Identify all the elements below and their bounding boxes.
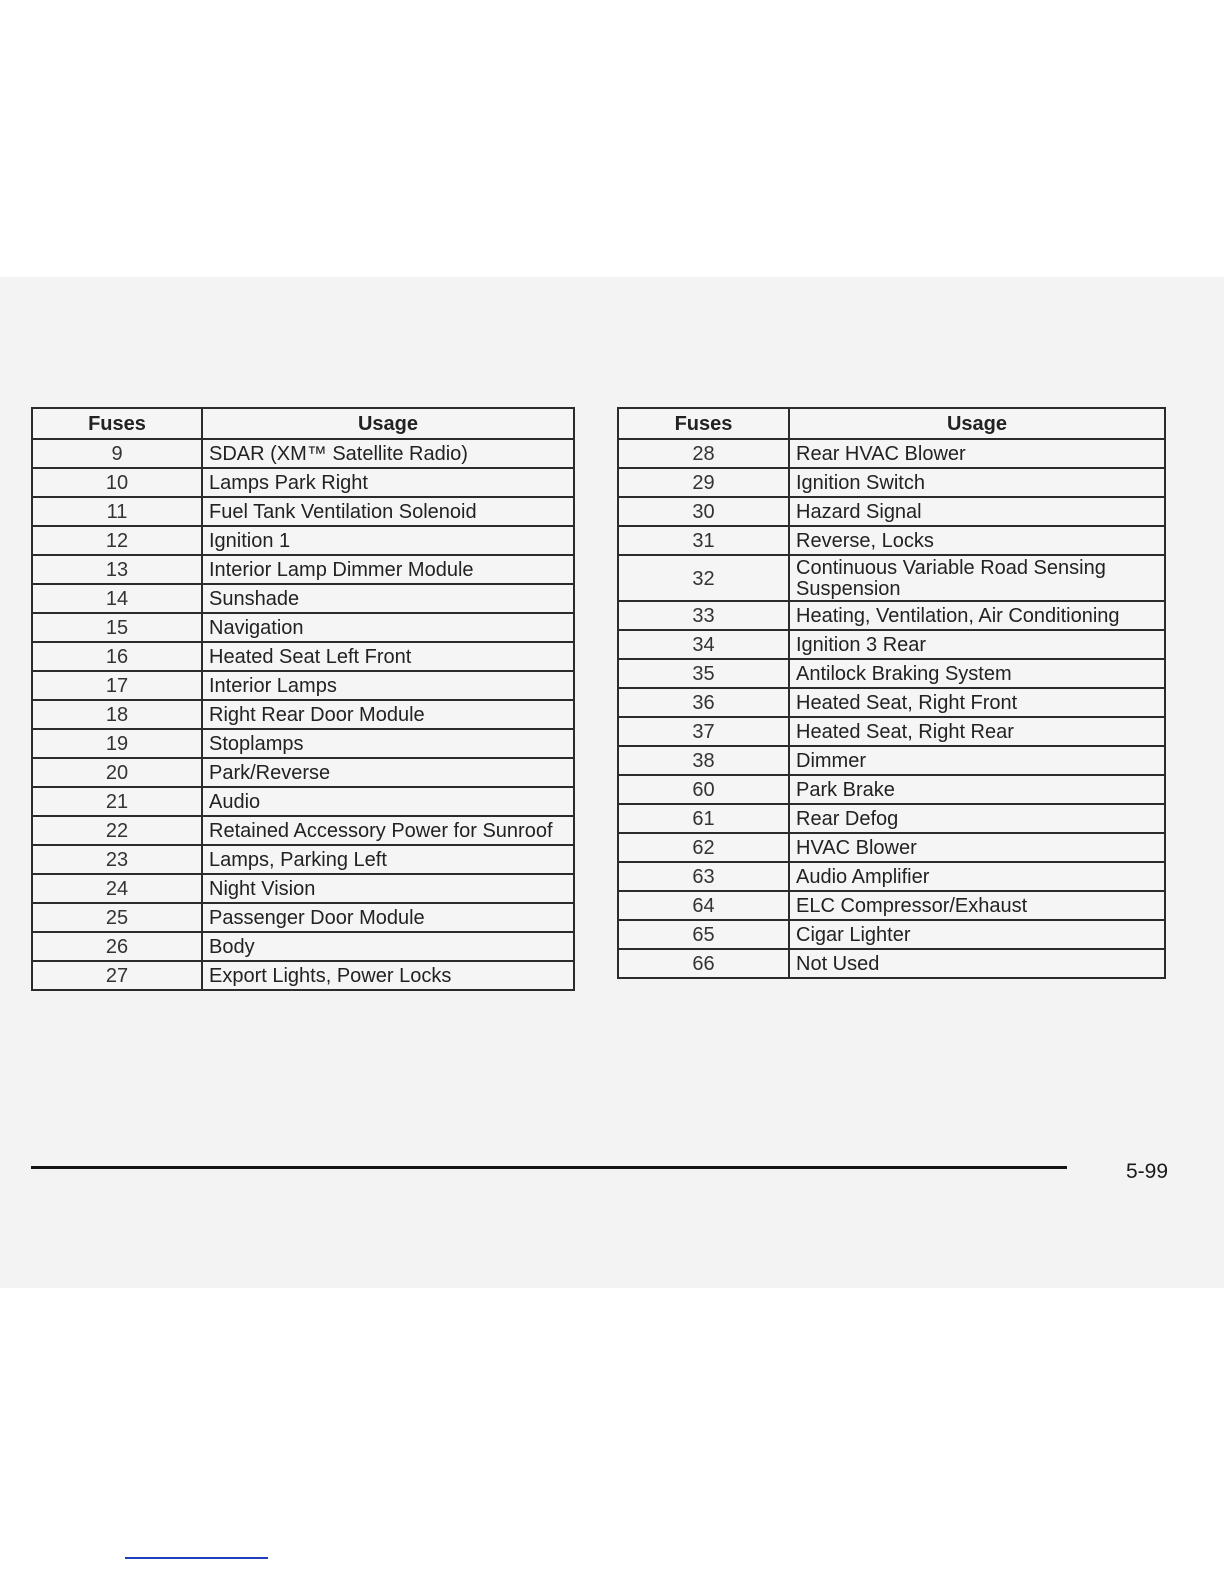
fuse-usage: Park/Reverse (202, 758, 574, 787)
fuse-number: 60 (618, 775, 789, 804)
table-row (32, 874, 574, 903)
table-row (32, 555, 574, 584)
table-row (32, 584, 574, 613)
table-row (618, 920, 1165, 949)
table-row (32, 961, 574, 990)
table-row (618, 659, 1165, 688)
fuse-table-right (617, 407, 1166, 979)
fuse-number: 20 (32, 758, 202, 787)
header-fuses: Fuses (32, 408, 202, 439)
fuse-usage: Stoplamps (202, 729, 574, 758)
table-row (618, 555, 1165, 601)
fuse-usage: Audio Amplifier (789, 862, 1165, 891)
footer-rule (31, 1166, 1067, 1169)
fuse-number: 13 (32, 555, 202, 584)
table-row (618, 833, 1165, 862)
fuse-number: 31 (618, 526, 789, 555)
fuse-usage: Heated Seat Left Front (202, 642, 574, 671)
table-row (618, 526, 1165, 555)
fuse-number: 38 (618, 746, 789, 775)
fuse-usage: Night Vision (202, 874, 574, 903)
fuse-usage: Heating, Ventilation, Air Conditioning (789, 601, 1165, 630)
fuse-number: 32 (618, 555, 789, 601)
fuse-number: 34 (618, 630, 789, 659)
fuse-usage: Passenger Door Module (202, 903, 574, 932)
table-row (32, 932, 574, 961)
header-usage: Usage (789, 408, 1165, 439)
table-row (618, 497, 1165, 526)
fuse-usage: Ignition 1 (202, 526, 574, 555)
fuse-usage: Lamps Park Right (202, 468, 574, 497)
table-row (618, 949, 1165, 978)
fuse-number: 28 (618, 439, 789, 468)
table-row (618, 688, 1165, 717)
fuse-usage: Park Brake (789, 775, 1165, 804)
fuse-number: 64 (618, 891, 789, 920)
fuse-usage: Right Rear Door Module (202, 700, 574, 729)
table-row (32, 468, 574, 497)
fuse-usage: Audio (202, 787, 574, 816)
fuse-number: 10 (32, 468, 202, 497)
fuse-table-left (31, 407, 575, 991)
table-row (618, 717, 1165, 746)
header-fuses: Fuses (618, 408, 789, 439)
table-row (32, 787, 574, 816)
table-row (618, 891, 1165, 920)
fuse-number: 27 (32, 961, 202, 990)
table-header-row (32, 408, 574, 439)
fuse-usage: Cigar Lighter (789, 920, 1165, 949)
table-row (618, 746, 1165, 775)
table-row (32, 729, 574, 758)
fuse-number: 62 (618, 833, 789, 862)
fuse-number: 21 (32, 787, 202, 816)
fuse-number: 12 (32, 526, 202, 555)
fuse-number: 65 (618, 920, 789, 949)
page-number: 5-99 (1125, 1160, 1168, 1183)
fuse-number: 9 (32, 439, 202, 468)
fuse-number: 18 (32, 700, 202, 729)
fuse-usage: Not Used (789, 949, 1165, 978)
fuse-usage: Retained Accessory Power for Sunroof (202, 816, 574, 845)
fuse-usage: Lamps, Parking Left (202, 845, 574, 874)
table-row (32, 497, 574, 526)
table-row (32, 816, 574, 845)
table-row (32, 526, 574, 555)
fuse-usage: Navigation (202, 613, 574, 642)
fuse-usage: ELC Compressor/Exhaust (789, 891, 1165, 920)
fuse-number: 63 (618, 862, 789, 891)
fuse-usage: Body (202, 932, 574, 961)
fuse-number: 33 (618, 601, 789, 630)
table-row (618, 775, 1165, 804)
fuse-number: 24 (32, 874, 202, 903)
fuse-number: 36 (618, 688, 789, 717)
fuse-number: 61 (618, 804, 789, 833)
fuse-number: 15 (32, 613, 202, 642)
header-usage: Usage (202, 408, 574, 439)
table-row (618, 862, 1165, 891)
table-header-row (618, 408, 1165, 439)
fuse-usage: Ignition 3 Rear (789, 630, 1165, 659)
fuse-usage: Interior Lamps (202, 671, 574, 700)
table-row (32, 700, 574, 729)
fuse-usage: Fuel Tank Ventilation Solenoid (202, 497, 574, 526)
table-row (618, 630, 1165, 659)
fuse-number: 22 (32, 816, 202, 845)
fuse-number: 30 (618, 497, 789, 526)
fuse-number: 14 (32, 584, 202, 613)
table-row (32, 845, 574, 874)
fuse-usage: Interior Lamp Dimmer Module (202, 555, 574, 584)
fuse-number: 16 (32, 642, 202, 671)
fuse-usage: Heated Seat, Right Rear (789, 717, 1165, 746)
table-row (618, 601, 1165, 630)
table-row (32, 671, 574, 700)
table-row (618, 468, 1165, 497)
fuse-usage: Heated Seat, Right Front (789, 688, 1165, 717)
fuse-usage: Export Lights, Power Locks (202, 961, 574, 990)
fuse-number: 25 (32, 903, 202, 932)
fuse-number: 17 (32, 671, 202, 700)
fuse-usage: Hazard Signal (789, 497, 1165, 526)
fuse-number: 11 (32, 497, 202, 526)
fuse-usage: HVAC Blower (789, 833, 1165, 862)
fuse-usage: Rear HVAC Blower (789, 439, 1165, 468)
fuse-usage: Antilock Braking System (789, 659, 1165, 688)
fuse-usage: Dimmer (789, 746, 1165, 775)
fuse-number: 19 (32, 729, 202, 758)
fuse-number: 35 (618, 659, 789, 688)
table-row (618, 804, 1165, 833)
fuse-number: 29 (618, 468, 789, 497)
fuse-number: 26 (32, 932, 202, 961)
table-row (32, 903, 574, 932)
bottom-link-underline (125, 1557, 268, 1559)
fuse-usage: Continuous Variable Road Sensing Suspension (789, 555, 1165, 601)
fuse-usage: Rear Defog (789, 804, 1165, 833)
fuse-usage: Reverse, Locks (789, 526, 1165, 555)
fuse-number: 23 (32, 845, 202, 874)
fuse-usage: SDAR (XM™ Satellite Radio) (202, 439, 574, 468)
fuse-number: 37 (618, 717, 789, 746)
table-row (32, 758, 574, 787)
table-row (32, 439, 574, 468)
table-row (618, 439, 1165, 468)
fuse-number: 66 (618, 949, 789, 978)
table-row (32, 642, 574, 671)
fuse-usage: Ignition Switch (789, 468, 1165, 497)
table-row (32, 613, 574, 642)
fuse-usage: Sunshade (202, 584, 574, 613)
